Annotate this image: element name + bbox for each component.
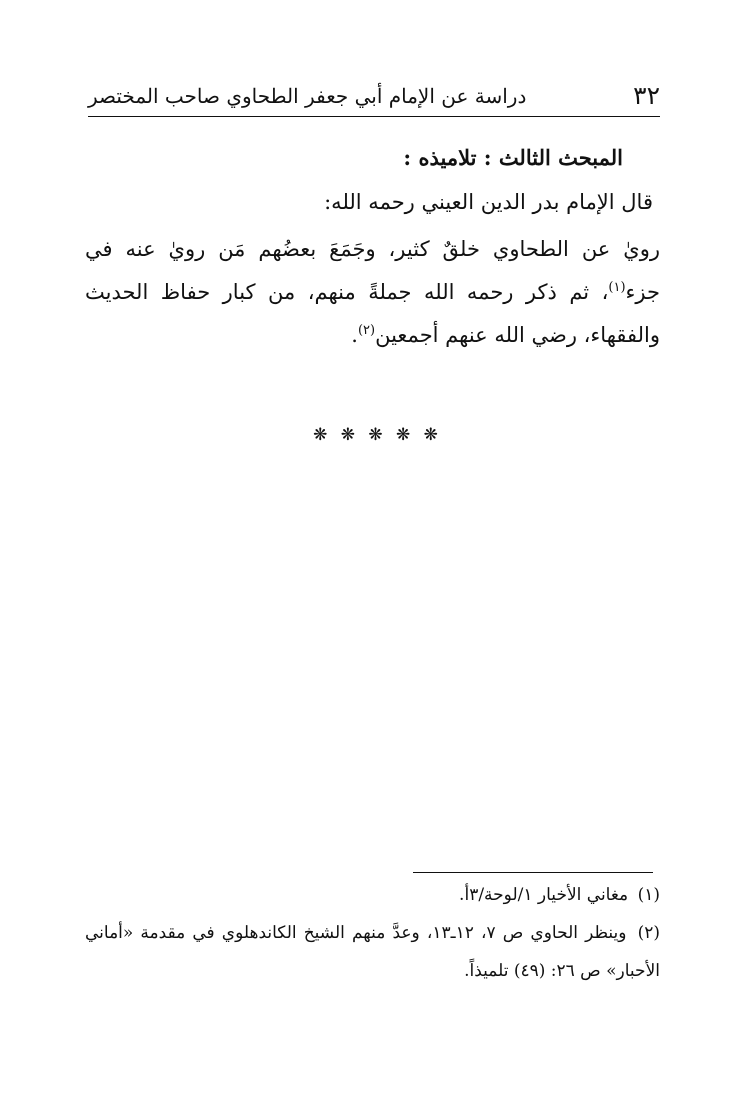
footnotes [85,876,660,990]
section-separator: ❋ ❋ ❋ ❋ ❋ [313,425,442,445]
footnote-2 [85,914,660,990]
page-header [88,78,660,117]
footnote-text: وينظر الحاوي ص ٧، ١٢ـ١٣، وعدَّ منهم الشيخ الكاندهلوي في مقدمة «أماني الأحبار» ص ٢٦: (٤٩) تلميذاً. [85,923,660,981]
page-number: ٣٢ [633,81,660,110]
footnote-number: (١) [637,885,660,905]
footnote-number: (٢) [637,923,661,943]
footnote-ref-1[interactable]: (١) [608,280,626,295]
footnote-ref-2[interactable]: (٢) [357,323,376,338]
quote-intro: قال الإمام بدر الدين العيني رحمه الله: [324,190,653,214]
paragraph-text-1: رويٰ عن الطحاوي خلقٌ كثير، وجَمَعَ بعضُهم مَن رويٰ عنه في جزء [85,237,660,304]
footnote-1 [85,876,660,914]
section-heading: المبحث الثالث : تلاميذه : [403,145,623,170]
footnote-divider [413,872,653,873]
footnote-text: مغاني الأخيار ١/لوحة/٣أ. [459,885,629,905]
body-paragraph [85,228,660,357]
paragraph-text-3: . [351,323,358,347]
paragraph-text-2: ، ثم ذكر رحمه الله جملةً منهم، من كبار حفاظ الحديث والفقهاء، رضي الله عنهم أجمعين [85,280,660,347]
running-title: دراسة عن الإمام أبي جعفر الطحاوي صاحب المختصر [88,84,527,108]
